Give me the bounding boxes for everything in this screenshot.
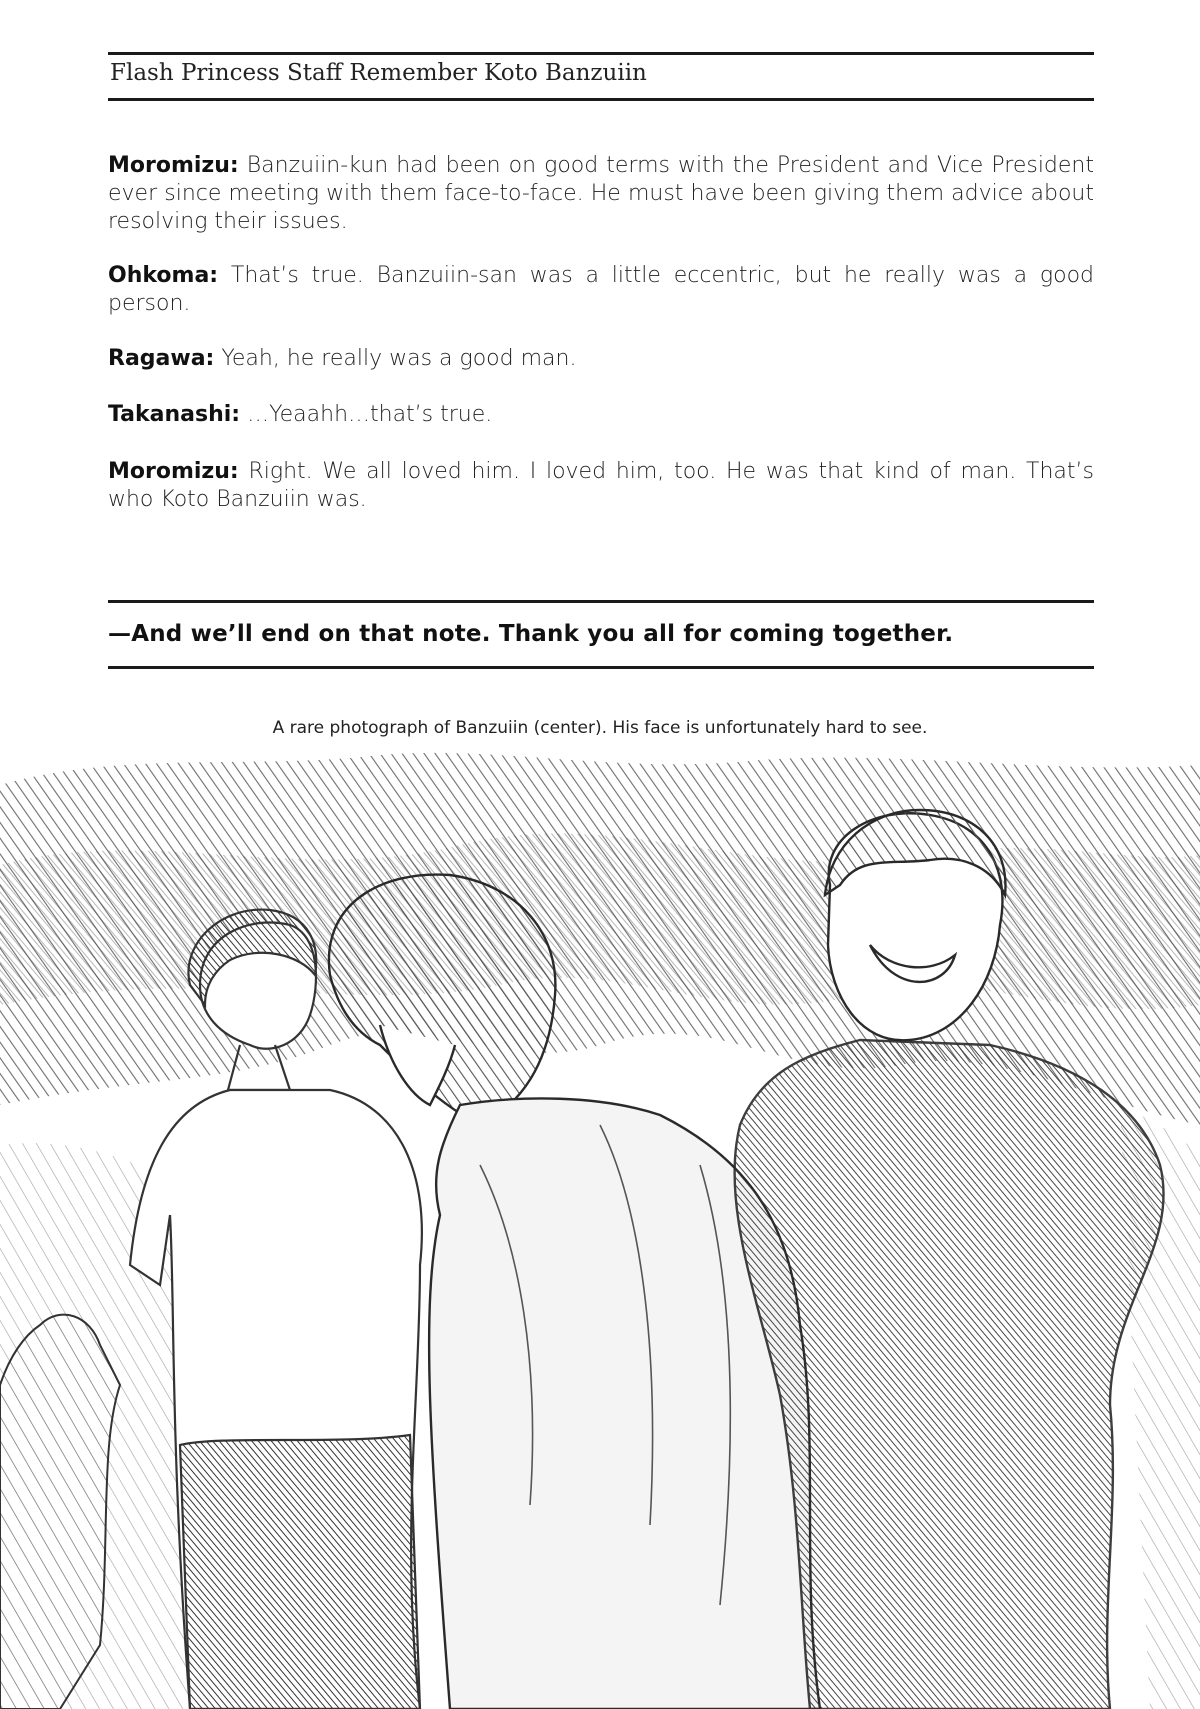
photo-caption: A rare photograph of Banzuiin (center). His face is unfortunately hard to see. <box>272 718 928 738</box>
dialogue-entry-4 <box>108 401 1094 429</box>
dialogue-entry-5 <box>108 458 1094 514</box>
closing-remark: —And we’ll end on that note. Thank you all for coming together. <box>108 621 954 647</box>
header-rule-bottom <box>108 98 1094 101</box>
dialogue-entry-2 <box>108 262 1094 318</box>
header-rule-top <box>108 52 1094 55</box>
speaker-name: Ragawa: <box>108 346 215 371</box>
speaker-name: Moromizu: <box>108 153 239 178</box>
dialogue-entry-1 <box>108 152 1094 236</box>
closing-rule-bottom <box>108 666 1094 669</box>
speaker-name: Ohkoma: <box>108 263 219 288</box>
closing-rule-top <box>108 600 1094 603</box>
dialogue-entry-3 <box>108 345 1094 373</box>
dialogue-text: …Yeaahh…that’s true. <box>247 402 493 427</box>
sketch-photograph <box>0 745 1200 1709</box>
speaker-name: Moromizu: <box>108 459 239 484</box>
dialogue-text: Right. We all loved him. I loved him, too. He was that kind of man. That’s who Koto Banzuiin was. <box>108 459 1094 512</box>
dialogue-text: Yeah, he really was a good man. <box>221 346 577 371</box>
dialogue-text: Banzuiin-kun had been on good terms with the President and Vice President ever since meeting with them face-to-face. He must have been giving them advice about resolving their issues. <box>108 153 1095 234</box>
page-title: Flash Princess Staff Remember Koto Banzuiin <box>110 60 647 86</box>
speaker-name: Takanashi: <box>108 402 241 427</box>
dialogue-text: That’s true. Banzuiin-san was a little eccentric, but he really was a good person. <box>108 263 1094 316</box>
